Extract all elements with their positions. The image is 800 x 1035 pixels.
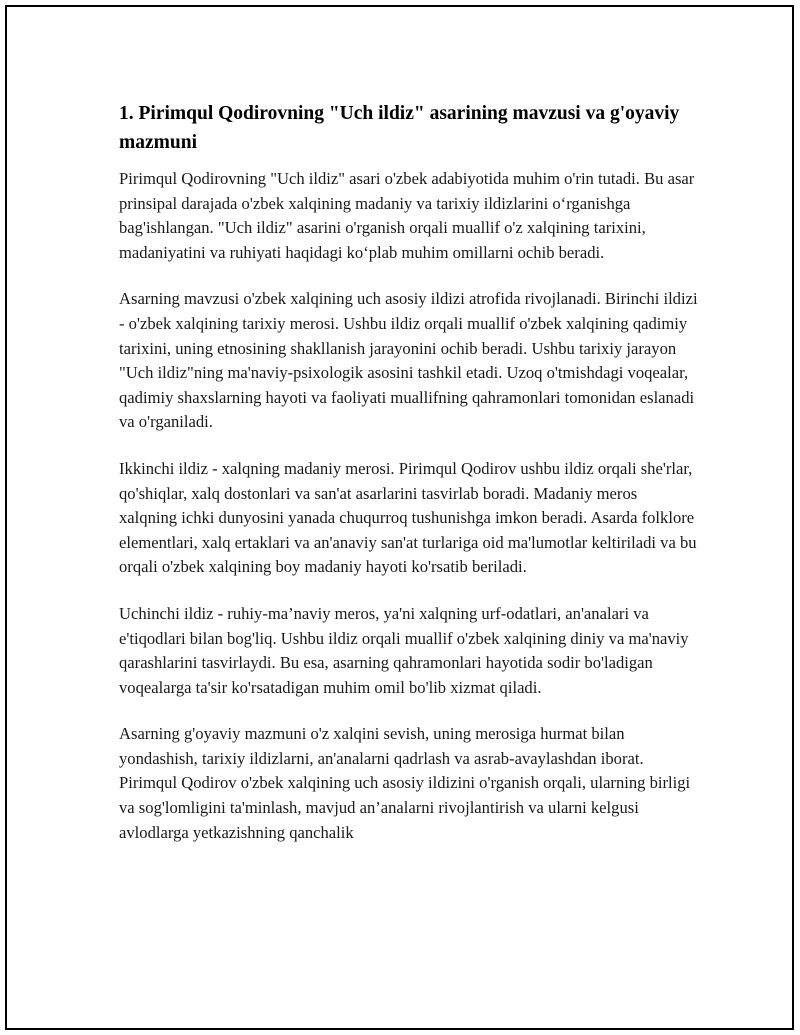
- paragraph-ideological-content: Asarning g'oyaviy mazmuni o'z xalqini sevish, uning merosiga hurmat bilan yondashish, tarixiy ildizlarni, an'analarni qadrlash va asrab-avaylashdan iborat. Pirimqul Qodirov o'zbek xalqining uch asosiy ildizini o'rganish orqali, ularning birligi va sog'lomligini ta'minlash, mavjud an’analarni rivojlantirish va ularni kelgusi avlodlarga yetkazishning qanchalik: [119, 724, 691, 842]
- section-heading: 1. Pirimqul Qodirovning "Uch ildiz" asarining mavzusi va g'oyaviy mazmuni: [119, 103, 680, 153]
- paragraph-theme-first-root: Asarning mavzusi o'zbek xalqining uch asosiy ildizi atrofida rivojlanadi. Birinchi ildizi - o'zbek xalqining tarixiy merosi. Ushbu ildiz orqali muallif o'zbek xalqining qadimiy tarixini, uning etnosining shakllanish jarayonini ochib beradi. Ushbu tarixiy jarayon "Uch ildiz"ning ma'naviy-psixologik asosini tashkil etadi. Uzoq o'tmishdagi voqealar, qadimiy shaxslarning hayoti va faoliyati muallifning qahramonlari tomonidan eslanadi va o'rganiladi.: [119, 289, 698, 432]
- paragraph-third-root: Uchinchi ildiz - ruhiy-ma’naviy meros, ya'ni xalqning urf-odatlari, an'analari va e'tiqodlari bilan bog'liq. Ushbu ildiz orqali muallif o'zbek xalqining diniy va ma'naviy qarashlarini tasvirlaydi. Bu esa, asarning qahramonlari hayotida sodir bo'ladigan voqealarga ta'sir ko'rsatadigan muhim omil bo'lib xizmat qiladi.: [119, 603, 689, 697]
- paragraph-intro: Pirimqul Qodirovning "Uch ildiz" asari o'zbek adabiyotida muhim o'rin tutadi. Bu asar prinsipal darajada o'zbek xalqining madaniy va tarixiy ildizlarini o‘rganishga bag'ishlangan. "Uch ildiz" asarini o'rganish orqali muallif o'z xalqining tarixini, madaniyatini va ruhiyati haqidagi ko‘plab muhim omillarni ochib beradi.: [119, 169, 695, 262]
- page-frame: [5, 5, 794, 1030]
- paragraph-second-root: Ikkinchi ildiz - xalqning madaniy merosi. Pirimqul Qodirov ushbu ildiz orqali she'rlar, qo'shiqlar, xalq dostonlari va san'at asarlarini tasvirlab boradi. Madaniy meros xalqning ichki dunyosini yanada chuqurroq tushunishga imkon beradi. Asarda folklore elementlari, xalq ertaklari va an'anaviy san'at turlariga oid ma'lumotlar keltiriladi va bu orqali o'zbek xalqining boy madaniy hayoti ko'rsatib beriladi.: [119, 458, 697, 577]
- document-body: [119, 99, 699, 867]
